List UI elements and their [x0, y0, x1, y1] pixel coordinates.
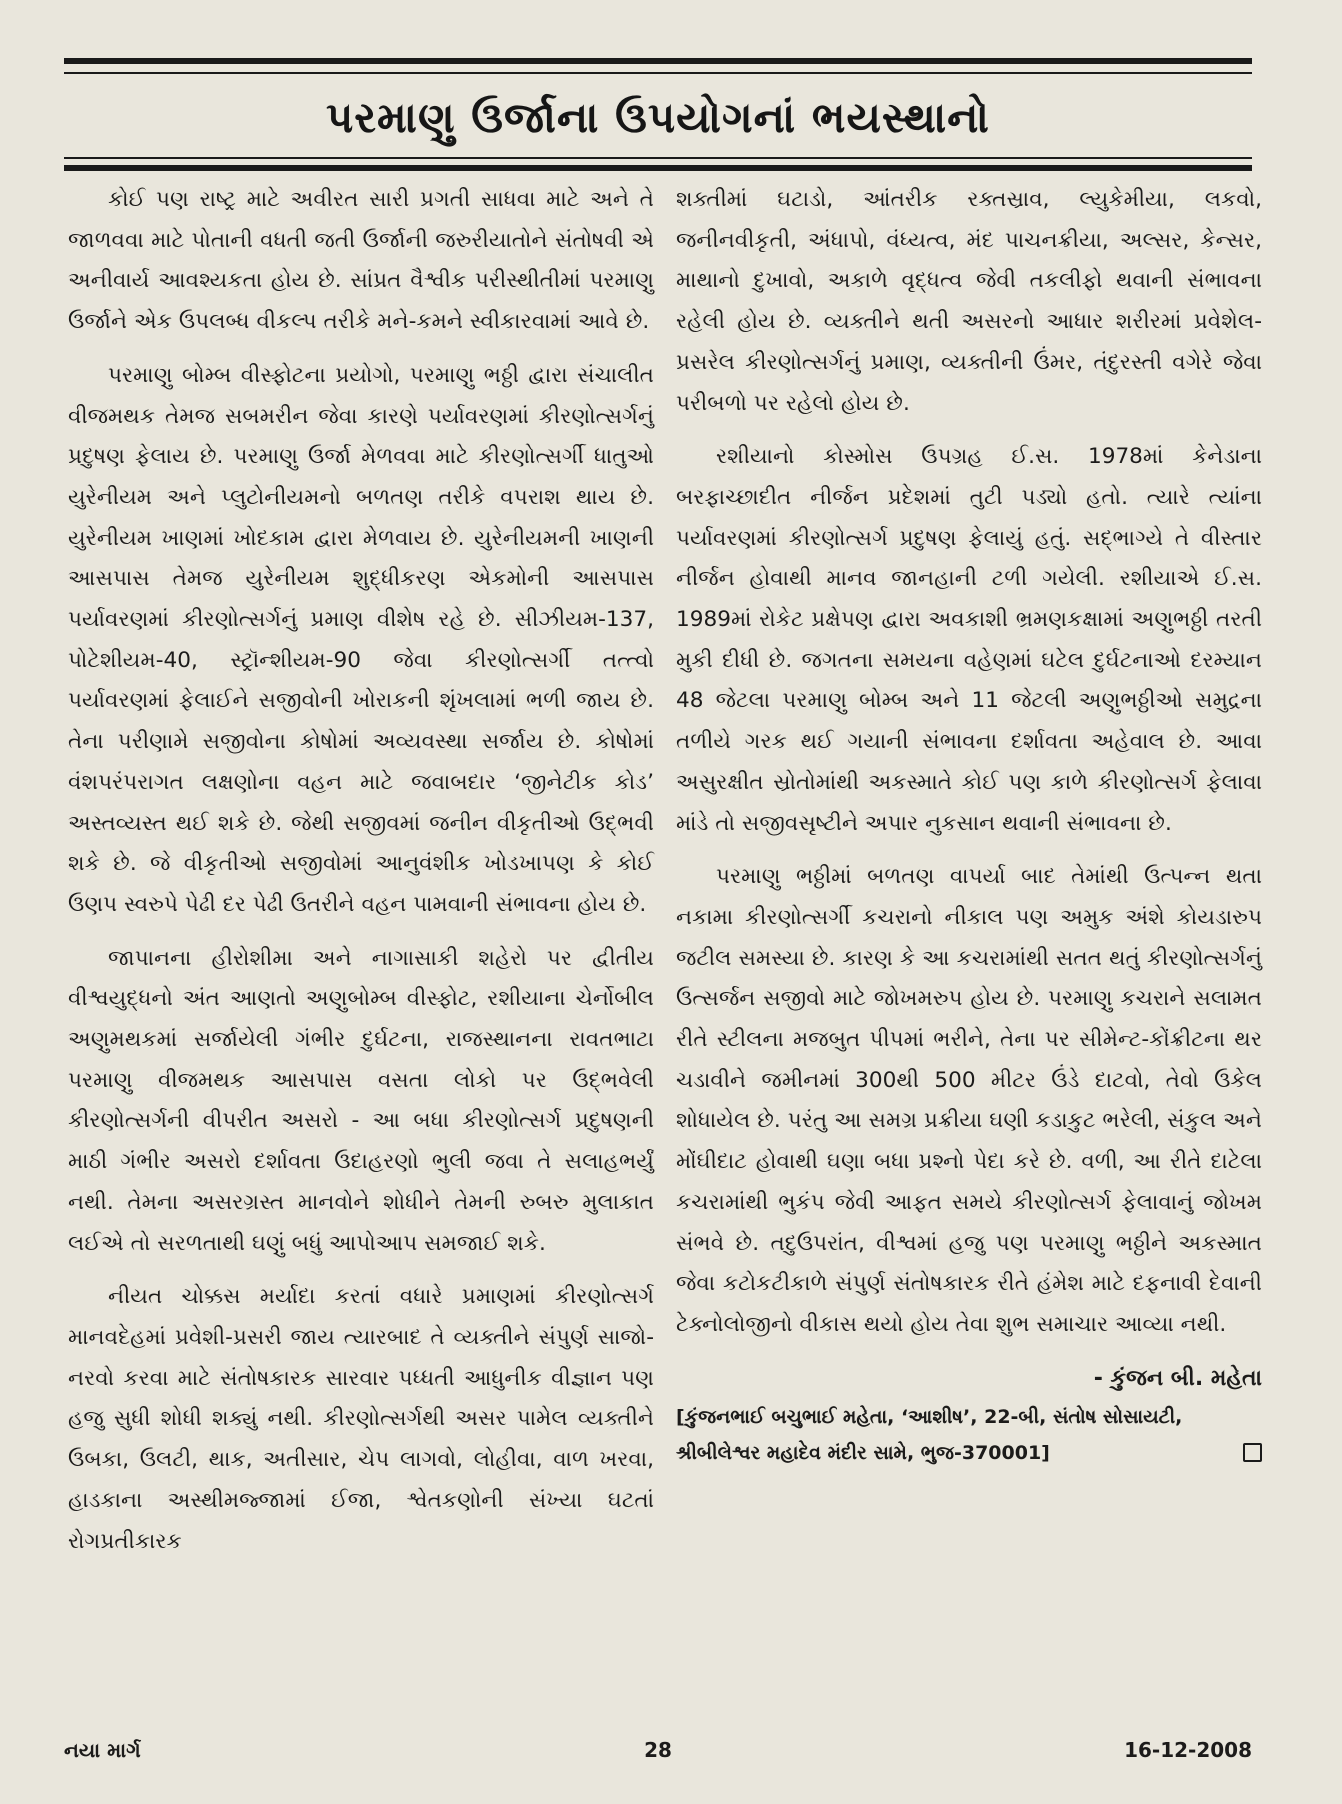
page-number: 28: [644, 1738, 672, 1762]
left-column: [68, 180, 654, 1575]
author-address: [676, 1399, 1262, 1471]
page-footer: [64, 1730, 1252, 1770]
address-line-row: [676, 1435, 1262, 1471]
article-title: પરમાણુ ઉર્જાના ઉપયોગનાં ભયસ્થાનો: [326, 93, 990, 142]
paragraph: પરમાણુ બોમ્બ વીસ્ફોટના પ્રયોગો, પરમાણુ ભઠ્ઠી દ્વારા સંચાલીત વીજમથક તેમજ સબમરીન જેવા કારણે પર્યાવરણમાં કીરણોત્સર્ગનું પ્રદુષણ ફેલાય છે. પરમાણુ ઉર્જા મેળવવા માટે કીરણોત્સર્ગી ધાતુઓ યુરેનીયમ અને પ્લુટોનીયમનો બળતણ તરીકે વપરાશ થાય છે. યુરેનીયમ ખાણમાં ખોદકામ દ્વારા મેળવાય છે. યુરેનીયમની ખાણની આસપાસ તેમજ યુરેનીયમ શુદ્ધીકરણ એકમોની આસપાસ પર્યાવરણમાં કીરણોત્સર્ગનું પ્રમાણ વીશેષ રહે છે. સીઝીયમ-137, પોટેશીયમ-40, સ્ટ્રૉન્શીયમ-90 જેવા કીરણોત્સર્ગી તત્ત્વો પર્યાવરણમાં ફેલાઈને સજીવોની ખોરાકની શૃંખલામાં ભળી જાય છે. તેના પરીણામે સજીવોના કોષોમાં અવ્યવસ્થા સર્જાય છે. કોષોમાં વંશપરંપરાગત લક્ષણોના વહન માટે જવાબદાર ‘જીનેટીક કોડ’ અસ્તવ્યસ્ત થઈ શકે છે. જેથી સજીવમાં જનીન વીકૃતીઓ ઉદ્ભવી શકે છે. જે વીકૃતીઓ સજીવોમાં આનુવંશીક ખોડખાપણ કે કોઈ ઉણપ સ્વરુપે પેઢી દર પેઢી ઉતરીને વહન પામવાની સંભાવના હોય છે.: [68, 362, 654, 917]
address-line: શ્રીબીલેશ્વર મહાદેવ મંદીર સામે, ભુજ-370001]: [676, 1441, 1050, 1464]
bottom-rule-thick: [64, 165, 1252, 171]
top-rule-thin: [64, 72, 1252, 74]
paragraph: નીયત ચોક્કસ મર્યાદા કરતાં વધારે પ્રમાણમાં કીરણોત્સર્ગ માનવદેહમાં પ્રવેશી-પ્રસરી જાય ત્યારબાદ તે વ્યક્તીને સંપુર્ણ સાજો-નરવો કરવા માટે સંતોષકારક સારવાર પધ્ધતી આધુનીક વીજ્ઞાન પણ હજુ સુધી શોધી શક્યું નથી. કીરણોત્સર્ગથી અસર પામેલ વ્યક્તીને ઉબકા, ઉલટી, થાક, અતીસાર, ચેપ લાગવો, લોહીવા, વાળ ખરવા, હાડકાના અસ્થીમજ્જામાં ઈજા, શ્વેતકણોની સંખ્યા ઘટતાં રોગપ્રતીકારક: [68, 1284, 654, 1554]
end-mark-icon: [1243, 1443, 1262, 1462]
paragraph: જાપાનના હીરોશીમા અને નાગાસાકી શહેરો પર દ્વીતીય વીશ્વયુદ્ધનો અંત આણતો અણુબોમ્બ વીસ્ફોટ, રશીયાના ચેર્નોબીલ અણુમથકમાં સર્જાયેલી ગંભીર દુર્ઘટના, રાજસ્થાનના રાવતભાટા પરમાણુ વીજમથક આસપાસ વસતા લોકો પર ઉદ્ભવેલી કીરણોત્સર્ગની વીપરીત અસરો - આ બધા કીરણોત્સર્ગ પ્રદુષણની માઠી ગંભીર અસરો દર્શાવતા ઉદાહરણો ભુલી જવા તે સલાહભર્યું નથી. તેમના અસરગ્રસ્ત માનવોને શોધીને તેમની રુબરુ મુલાકાત લઈએ તો સરળતાથી ઘણું બધું આપોઆપ સમજાઈ શકે.: [68, 945, 654, 1256]
paragraph: કોઈ પણ રાષ્ટ્ર માટે અવીરત સારી પ્રગતી સાધવા માટે અને તે જાળવવા માટે પોતાની વધતી જતી ઉર્જાની જરુરીયાતોને સંતોષવી એ અનીવાર્ય આવશ્યકતા હોય છે. સાંપ્રત વૈશ્વીક પરીસ્થીતીમાં પરમાણુ ઉર્જાને એક ઉપલબ્ધ વીકલ્પ તરીકે મને-કમને સ્વીકારવામાં આવે છે.: [68, 187, 654, 335]
author-signature: - કુંજન બી. મહેતા: [1093, 1365, 1262, 1391]
address-line: [કુંજનભાઈ બચુભાઈ મહેતા, ‘આશીષ’, 22-બી, સંતોષ સોસાયટી,: [676, 1405, 1183, 1428]
paragraph: શક્તીમાં ઘટાડો, આંતરીક રક્તસ્રાવ, લ્યુકેમીયા, લકવો, જનીનવીકૃતી, અંધાપો, વંધ્યત્વ, મંદ પાચનક્રીયા, અલ્સર, કેન્સર, માથાનો દુખાવો, અકાળે વૃદ્ધત્વ જેવી તકલીફો થવાની સંભાવના રહેલી હોય છે. વ્યક્તીને થતી અસરનો આધાર શરીરમાં પ્રવેશેલ-પ્રસરેલ કીરણોત્સર્ગનું પ્રમાણ, વ્યક્તીની ઉંમર, તંદુરસ્તી વગેરે જેવા પરીબળો પર રહેલો હોય છે.: [676, 187, 1262, 416]
top-rule-thick: [64, 58, 1252, 64]
bottom-rule-thin: [64, 157, 1252, 159]
issue-date: 16-12-2008: [1124, 1738, 1252, 1762]
publication-name: નયા માર્ગ: [64, 1738, 141, 1762]
paragraph: રશીયાનો કોસ્મોસ ઉપગ્રહ ઈ.સ. 1978માં કેનેડાના બરફાચ્છાદીત નીર્જન પ્રદેશમાં તુટી પડ્યો હતો. ત્યારે ત્યાંના પર્યાવરણમાં કીરણોત્સર્ગ પ્રદુષણ ફેલાયું હતું. સદ્ભાગ્યે તે વીસ્તાર નીર્જન હોવાથી માનવ જાનહાની ટળી ગયેલી. રશીયાએ ઈ.સ. 1989માં રોકેટ પ્રક્ષેપણ દ્વારા અવકાશી ભ્રમણકક્ષામાં અણુભઠ્ઠી તરતી મુકી દીધી છે. જગતના સમયના વહેણમાં ઘટેલ દુર્ઘટનાઓ દરમ્યાન 48 જેટલા પરમાણુ બોમ્બ અને 11 જેટલી અણુભઠ્ઠીઓ સમુદ્રના તળીયે ગરક થઈ ગયાની સંભાવના દર્શાવતા અહેવાલ છે. આવા અસુરક્ષીત સ્રોતોમાંથી અકસ્માતે કોઈ પણ કાળે કીરણોત્સર્ગ ફેલાવા માંડે તો સજીવસૃષ્ટીને અપાર નુકસાન થવાની સંભાવના છે.: [676, 444, 1262, 836]
paragraph: પરમાણુ ભઠ્ઠીમાં બળતણ વાપર્યા બાદ તેમાંથી ઉત્પન્ન થતા નકામા કીરણોત્સર્ગી કચરાનો નીકાલ પણ અમુક અંશે કોયડારુપ જટીલ સમસ્યા છે. કારણ કે આ કચરામાંથી સતત થતું કીરણોત્સર્ગનું ઉત્સર્જન સજીવો માટે જોખમરુપ હોય છે. પરમાણુ કચરાને સલામત રીતે સ્ટીલના મજબુત પીપમાં ભરીને, તેના પર સીમેન્ટ-કોંક્રીટના થર ચડાવીને જમીનમાં 300થી 500 મીટર ઉંડે દાટવો, તેવો ઉકેલ શોધાયેલ છે. પરંતુ આ સમગ્ર પ્રક્રીયા ઘણી કડાકુટ ભરેલી, સંકુલ અને મોંઘીદાટ હોવાથી ઘણા બધા પ્રશ્નો પેદા કરે છે. વળી, આ રીતે દાટેલા કચરામાંથી ભુકંપ જેવી આફત સમયે કીરણોત્સર્ગ ફેલાવાનું જોખમ સંભવે છે. તદુઉપરાંત, વીશ્વમાં હજુ પણ પરમાણુ ભઠ્ઠીને અકસ્માત જેવા કટોકટીકાળે સંપુર્ણ સંતોષકારક રીતે હંમેશ માટે દફનાવી દેવાની ટેક્નોલોજીનો વીકાસ થયો હોય તેવા શુભ સમાચાર આવ્યા નથી.: [676, 864, 1262, 1337]
right-column: [676, 180, 1262, 1471]
